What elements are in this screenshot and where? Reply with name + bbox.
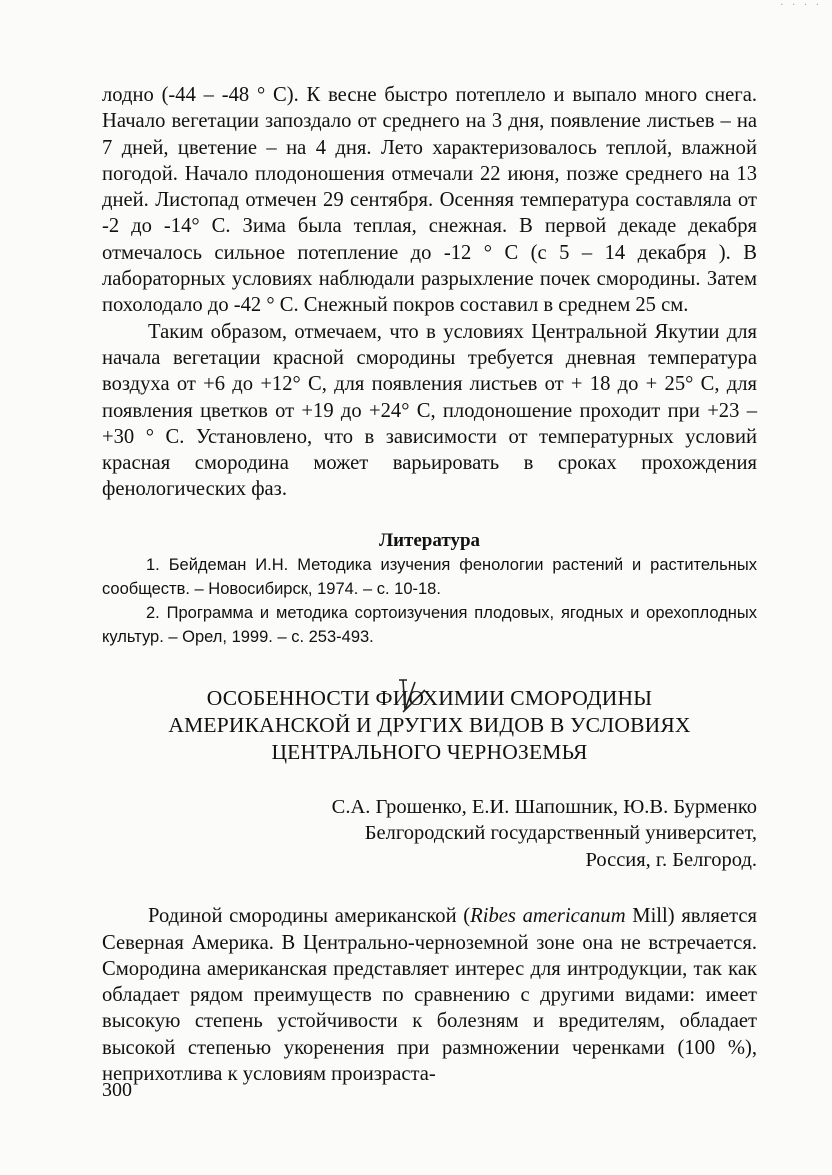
reference-1: 1. Бейдеман И.Н. Методика изучения фенологии растений и растительных сообществ. – Новосибирск, 1974. – с. 10-18. <box>102 555 757 598</box>
handwritten-correction-mark <box>393 676 433 720</box>
article-title-line-1: ОСОБЕННОСТИ ФИОХИМИИ СМОРОДИНЫ <box>206 685 653 710</box>
authors-location: Россия, г. Белгород. <box>585 848 757 871</box>
authors-block <box>102 794 757 874</box>
reference-2: 2. Программа и методика сортоизучения плодовых, ягодных и орехоплодных культур. – Орел, 1999. – с. 253-493. <box>102 603 757 646</box>
paragraph-3-start: Родиной смородины американской ( <box>148 905 471 928</box>
corner-marks: · · · · <box>780 0 822 11</box>
article-title-line-2: АМЕРИКАНСКОЙ И ДРУГИХ ВИДОВ В УСЛОВИЯХ <box>168 712 691 737</box>
authors-names: С.А. Грошенко, Е.И. Шапошник, Ю.В. Бурменко <box>331 795 757 818</box>
latin-name: Ribes americanum <box>470 905 626 928</box>
paragraph-2: Таким образом, отмечаем, что в условиях Центральной Якутии для начала вегетации красной смородины требуется дневная температура воздуха от +6 до +12° С, для появления листьев от + 18 до + 25° С, для появления цветков от +19 до +24° С, плодоношение проходит при +23 – +30 ° С. Установлено, что в зависимости от температурных условий красная смородина может варьировать в сроках прохождения фенологических фаз. <box>102 320 757 501</box>
paragraph-1: лодно (-44 – -48 ° С). К весне быстро потеплело и выпало много снега. Начало вегетации запоздало от среднего на 3 дня, появление листьев – на 7 дней, цветение – на 4 дня. Лето характеризовалось теплой, влажной погодой. Начало плодоношения отмечали 22 июня, позже среднего на 13 дней. Листопад отмечен 29 сентября. Осенняя температура составляла от -2 до -14° С. Зима была теплая, снежная. В первой декаде декабря отмечалось сильное потепление до -12 ° С (с 5 – 14 декабря ). В лабораторных условиях наблюдали разрыхление почек смородины. Затем похолодало до -42 ° С. Снежный покров составил в среднем 25 см. <box>102 84 757 317</box>
literature-heading: Литература <box>378 529 481 551</box>
paragraph-3-rest: Mill) является Северная Америка. В Центрально-черноземной зоне она не встречается. Смородина американская представляет интерес для интродукции, так как обладает рядом преимуществ по сравнению с другими видами: имеет высокую степень устойчивости к болезням и вредителям, обладает высокой степенью укоренения при размножении черенками (100 %), неприхотлива к условиям произраста- <box>102 905 757 1086</box>
article-title-line-3: ЦЕНТРАЛЬНОГО ЧЕРНОЗЕМЬЯ <box>271 739 588 764</box>
authors-affiliation: Белгородский государственный университет, <box>364 822 757 845</box>
paragraph-3 <box>102 903 757 1087</box>
page-number: 300 <box>102 1079 132 1101</box>
page-content <box>102 82 757 1087</box>
